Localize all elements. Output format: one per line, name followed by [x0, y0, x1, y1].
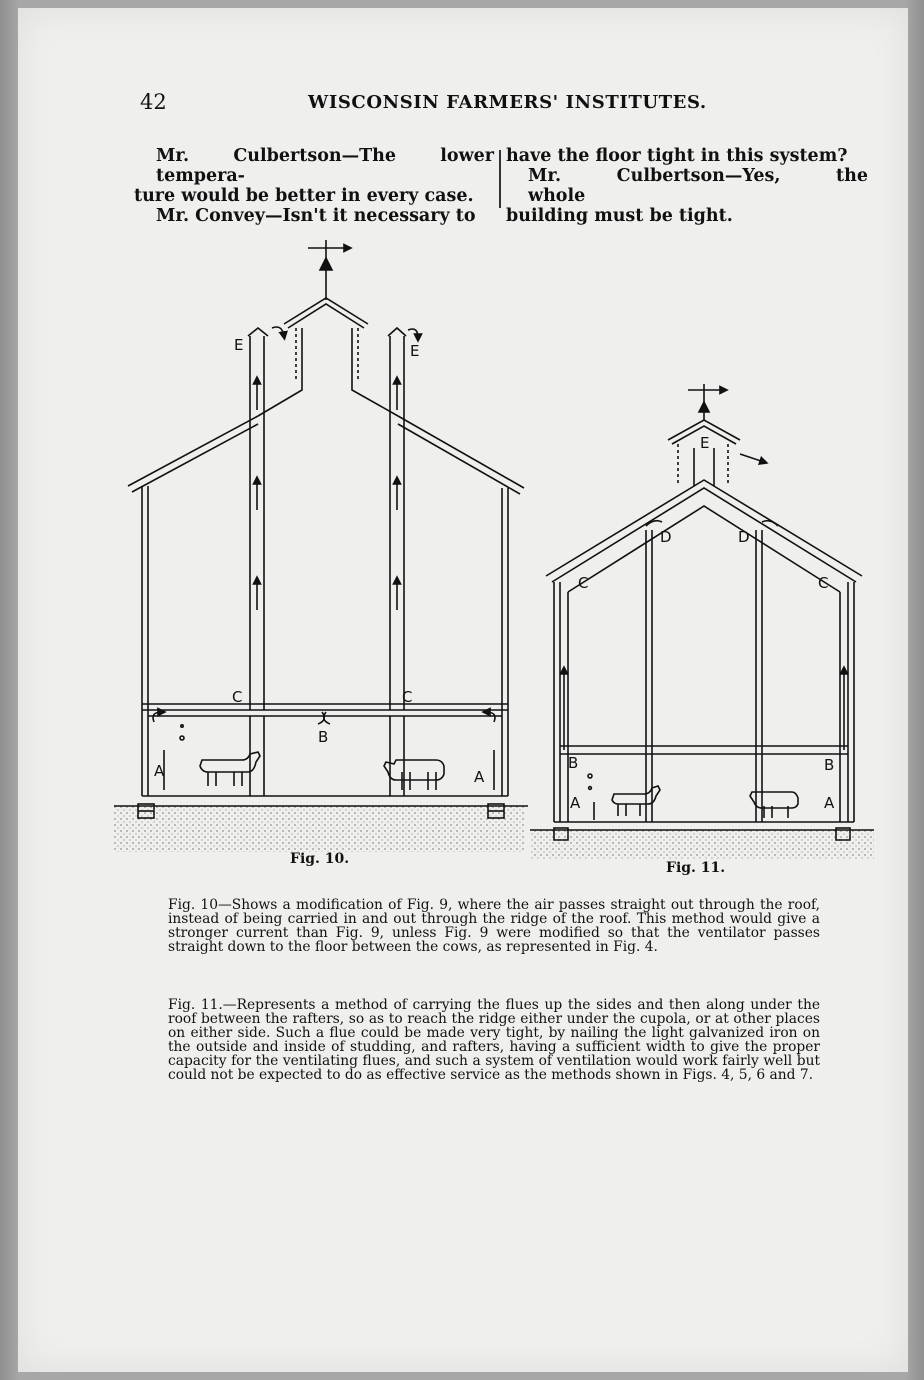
fig11-letter-d-right: D [738, 528, 750, 546]
fig-11-caption: Fig. 11.—Represents a method of carrying the flues up the sides and then along under the roof between the rafters, so as to reach the ridge either under the cupola, or at other places on either side. Such a flue could be made very tight, by nailing the light galvanized iron on the outside and inside of studding, and rafters, having a sufficient width to give the proper capacity for the ventilating flues, and such a system of ventilation would work fairly well but could not be expected to do as effective service as the methods shown in Figs. 4, 5, 6 and 7. [168, 997, 820, 1083]
fig-11-drawing [530, 384, 874, 840]
fig11-letter-b-left: B [568, 754, 579, 772]
fig10-letter-b: B [318, 728, 329, 746]
column-divider [499, 150, 501, 208]
running-title: WISCONSIN FARMERS' INSTITUTES. [308, 92, 707, 113]
fig10-letter-a-left: A [154, 762, 165, 780]
fig-11-label: Fig. 11. [666, 860, 726, 876]
fig11-letter-a-right: A [824, 794, 835, 812]
dialogue-line: building must be tight. [506, 206, 733, 226]
dialogue-columns [18, 146, 908, 226]
dialogue-right-column [506, 146, 868, 226]
figure-letters [154, 336, 835, 812]
fig10-letter-c-left: C [232, 688, 243, 706]
dialogue-line: Mr. Convey—Isn't it necessary to [156, 206, 476, 226]
barn-illustrations [18, 230, 908, 890]
book-page [18, 8, 908, 1372]
fig10-letter-e-left: E [234, 336, 244, 354]
fig10-letter-e-right: E [410, 342, 420, 360]
fig10-letter-a-right: A [474, 768, 485, 786]
fig-10-caption: Fig. 10—Shows a modification of Fig. 9, where the air passes straight out through the roof, instead of being carried in and out through the ridge of the roof. This method would give a stronger current than Fig. 9, unless Fig. 9 were modified so that the ventilator passes straight down to the floor between the cows, as represented in Fig. 4. [168, 897, 820, 955]
page-number: 42 [140, 90, 167, 114]
dialogue-line: have the floor tight in this system? [506, 146, 848, 166]
fig-10-label: Fig. 10. [290, 851, 350, 867]
figure-area [18, 230, 908, 890]
dialogue-line: Mr. Culbertson—The lower tempera- [156, 146, 494, 186]
dialogue-left-column [134, 146, 494, 226]
fig10-letter-c-right: C [402, 688, 413, 706]
page-header [18, 90, 908, 120]
dialogue-line: Mr. Culbertson—Yes, the whole [528, 166, 868, 206]
fig11-letter-e: E [700, 434, 710, 452]
dialogue-line: ture would be better in every case. [134, 186, 474, 206]
fig11-letter-c-right: C [818, 574, 829, 592]
fig11-letter-c-left: C [578, 574, 589, 592]
fig-11-ground [530, 830, 874, 860]
fig11-letter-a-left: A [570, 794, 581, 812]
fig-10-ground [114, 806, 524, 852]
fig11-letter-b-right: B [824, 756, 835, 774]
fig11-letter-d-left: D [660, 528, 672, 546]
